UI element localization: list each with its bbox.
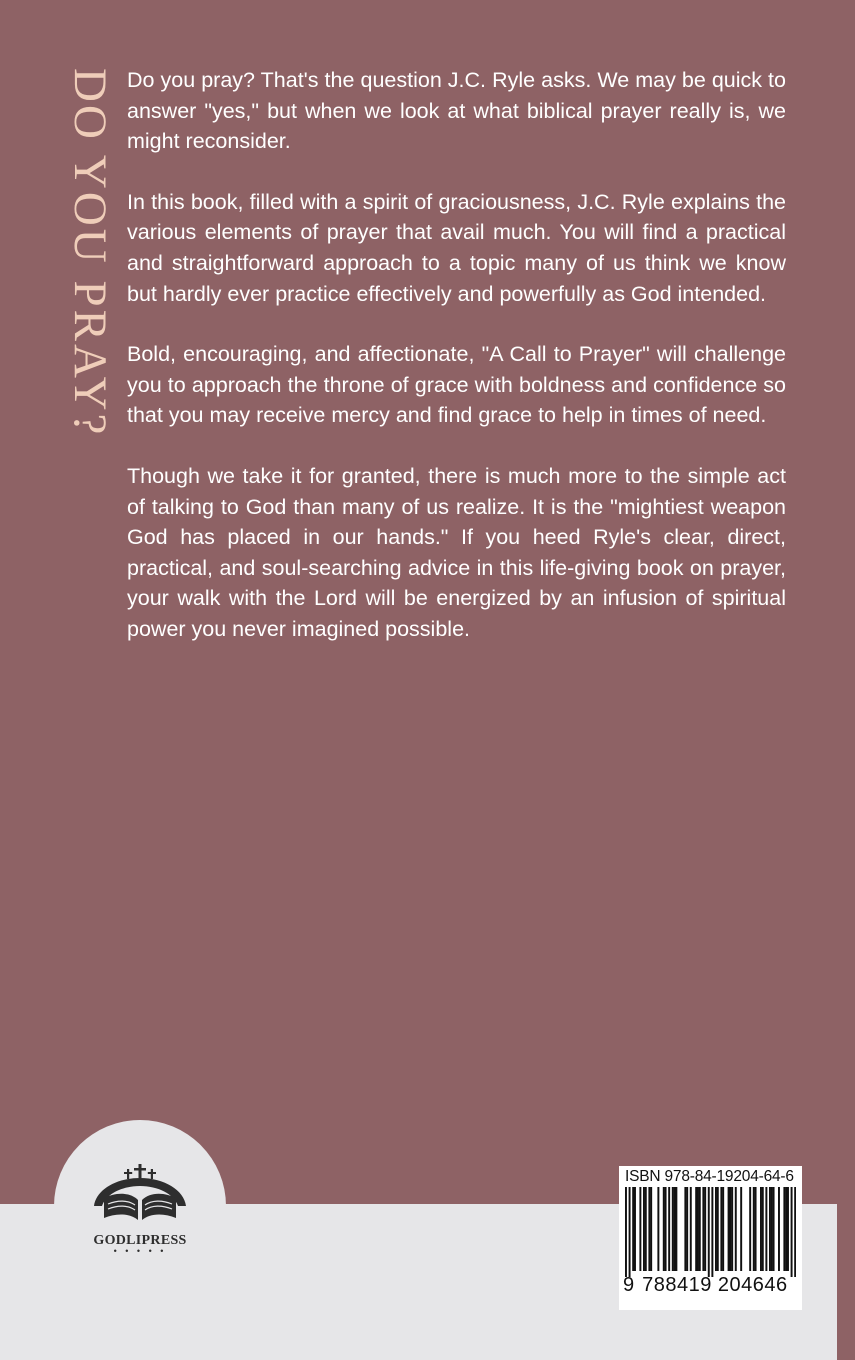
blurb-paragraph: Though we take it for granted, there is much more to the simple act of talking to God than many of us realize. It is the "mightiest weapon God has placed in our hands." If you heed Ryle's clear, direct, practical, and soul-searching advice in this life-giving book on prayer, your walk with the Lord will be energized by an infusion of spiritual power you never imagined possible. <box>127 463 786 641</box>
barcode-bar <box>735 1187 737 1271</box>
barcode-bar <box>794 1187 796 1277</box>
barcode-bar <box>648 1187 650 1271</box>
barcode-bar <box>668 1187 670 1271</box>
barcode-bar <box>657 1187 659 1271</box>
barcode-bar <box>695 1187 697 1271</box>
barcode-bar <box>684 1187 686 1271</box>
barcode-bar <box>715 1187 717 1271</box>
barcode-bar <box>722 1187 724 1271</box>
barcode-bar <box>697 1187 699 1271</box>
blurb-paragraph: Do you pray? That's the question J.C. Ryle asks. We may be quick to answer "yes," but when we look at what biblical prayer really is, we might reconsider. <box>127 68 786 154</box>
isbn-barcode <box>619 1166 802 1310</box>
barcode-bar <box>720 1187 722 1271</box>
open-bible-with-crosses-icon <box>86 1160 194 1230</box>
barcode-bar <box>787 1187 789 1271</box>
barcode-bar <box>740 1187 742 1271</box>
barcode-bar <box>645 1187 647 1271</box>
barcode-digit-group: 204646 <box>717 1274 788 1296</box>
barcode-bar <box>765 1187 767 1271</box>
publisher-name: GODLIPRESS <box>93 1233 187 1248</box>
back-cover-blurb <box>127 65 786 675</box>
barcode-bar <box>717 1187 719 1271</box>
vertical-title: DO YOU PRAY? <box>64 68 116 438</box>
barcode-bar <box>663 1187 665 1271</box>
barcode-bar <box>783 1187 785 1271</box>
barcode-bar <box>749 1187 751 1271</box>
barcode-bar <box>675 1187 677 1271</box>
barcode-bar <box>755 1187 757 1271</box>
barcode-bar <box>762 1187 764 1271</box>
barcode-bar <box>708 1187 710 1277</box>
barcode-bar <box>650 1187 652 1271</box>
barcode-digit-group: 788419 <box>642 1274 712 1296</box>
barcode-bar <box>785 1187 787 1271</box>
barcode-bar <box>728 1187 730 1271</box>
barcode-bar <box>686 1187 688 1271</box>
publisher-dots: • • • • • <box>113 1246 167 1256</box>
barcode-digit-lead: 9 <box>623 1274 635 1296</box>
barcode-bar <box>665 1187 667 1271</box>
barcode-bar <box>753 1187 755 1271</box>
barcode-bar <box>773 1187 775 1271</box>
barcode-bar <box>672 1187 674 1271</box>
barcode-bar <box>729 1187 731 1271</box>
barcode-bar <box>731 1187 733 1271</box>
barcode-bar <box>639 1187 641 1271</box>
isbn-label: ISBN 978-84-19204-64-6 <box>625 1168 794 1185</box>
barcode-bar <box>699 1187 701 1271</box>
barcode-bar <box>760 1187 762 1271</box>
barcode-bar <box>632 1187 634 1271</box>
barcode-bar <box>625 1187 627 1277</box>
barcode-bar <box>643 1187 645 1271</box>
barcode-bar <box>771 1187 773 1271</box>
barcode-bar <box>704 1187 706 1271</box>
barcode-bars <box>625 1187 796 1277</box>
barcode-bar <box>634 1187 636 1271</box>
barcode-bar <box>629 1187 631 1277</box>
barcode-digits <box>623 1274 798 1297</box>
barcode-bar <box>690 1187 692 1271</box>
barcode-bar <box>791 1187 793 1277</box>
barcode-bar <box>769 1187 771 1271</box>
barcode-bar <box>778 1187 780 1271</box>
barcode-bar <box>674 1187 676 1271</box>
blurb-paragraph: In this book, filled with a spirit of graciousness, J.C. Ryle explains the various elements of prayer that avail much. You will find a practical and straightforward approach to a topic many of us think we know but hardly ever practice effectively and powerfully as God intended. <box>127 189 786 306</box>
barcode-bar <box>711 1187 713 1277</box>
barcode-bar <box>702 1187 704 1271</box>
blurb-paragraph: Bold, encouraging, and affectionate, "A Call to Prayer" will challenge you to approach the throne of grace with boldness and confidence so that you may receive mercy and find grace to help in times of need. <box>127 342 786 428</box>
